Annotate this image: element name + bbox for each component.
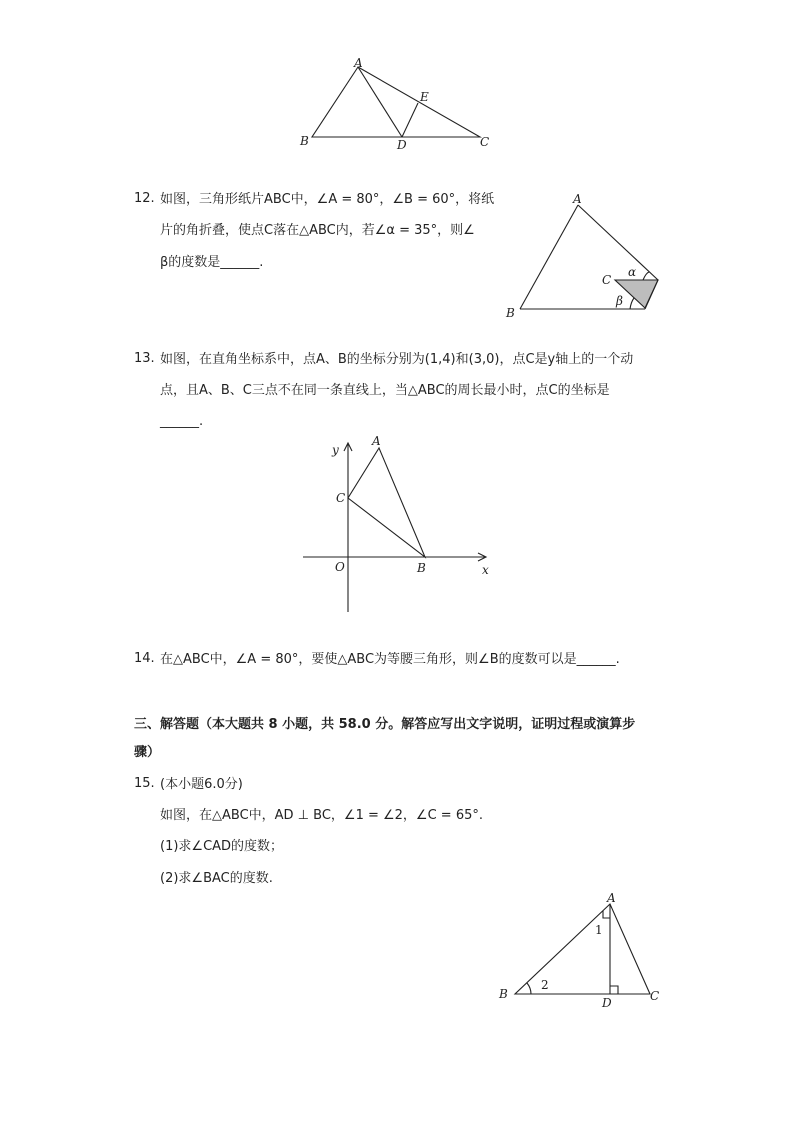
label-B: B [417, 561, 426, 575]
question-15-line-1: 如图，在△ABC中，AD ⊥ BC，∠1 = ∠2，∠C = 65°. [160, 808, 483, 823]
figure-right-triangle [495, 892, 670, 1012]
label-angle-1: 1 [595, 923, 603, 937]
figure-triangle-ade [290, 55, 510, 155]
label-beta: β [616, 294, 623, 308]
question-14-number: 14. [134, 651, 155, 666]
question-15-number: 15. [134, 776, 155, 791]
label-C: C [650, 989, 660, 1003]
triangle-abc [348, 448, 425, 557]
figure-coordinate-plane [295, 430, 495, 615]
question-12-line-1: 如图，三角形纸片ABC中，∠A = 80°，∠B = 60°，将纸 [160, 192, 495, 207]
label-A: A [573, 192, 582, 206]
label-x: x [482, 563, 489, 577]
label-C: C [480, 135, 490, 149]
question-13-number: 13. [134, 351, 155, 366]
label-y: y [332, 443, 339, 457]
label-B: B [506, 306, 515, 320]
question-12-line-3: β的度数是______. [160, 255, 264, 270]
question-15-sub-1: (1)求∠CAD的度数； [160, 839, 284, 854]
label-D: D [397, 138, 407, 152]
angle-alpha-arc [643, 272, 649, 280]
section-3-heading-line-2: 骤） [134, 745, 161, 760]
triangle-abc [515, 904, 650, 994]
angle-2-arc [527, 983, 531, 994]
label-A: A [607, 892, 616, 905]
segment-de [402, 103, 418, 137]
label-alpha: α [628, 265, 637, 279]
label-B: B [300, 134, 309, 148]
question-12-number: 12. [134, 191, 155, 206]
question-15-sub-2: (2)求∠BAC的度数. [160, 871, 273, 886]
right-angle-mark-a [603, 911, 610, 918]
section-3-heading-line-1: 三、解答题（本大题共 8 小题，共 58.0 分。解答应写出文字说明，证明过程或演算步 [134, 717, 636, 732]
question-13-line-3: ______. [160, 414, 204, 429]
side-ac [578, 205, 658, 280]
question-14-line-1: 在△ABC中，∠A = 80°，要使△ABC为等腰三角形，则∠B的度数可以是______. [160, 652, 620, 667]
question-13-line-1: 如图，在直角坐标系中，点A、B的坐标分别为(1,4)和(3,0)，点C是y轴上的一个动 [160, 352, 634, 367]
label-C: C [602, 273, 612, 287]
label-A: A [354, 56, 363, 70]
question-12-line-2: 片的角折叠，使点C落在△ABC内，若∠α = 35°，则∠ [160, 223, 475, 238]
segment-ad [358, 67, 402, 137]
right-angle-mark-d [610, 986, 618, 994]
side-ab [520, 205, 578, 309]
question-13-line-2: 点，且A、B、C三点不在同一条直线上，当△ABC的周长最小时，点C的坐标是 [160, 383, 610, 398]
label-C: C [336, 491, 346, 505]
label-D: D [602, 996, 612, 1010]
label-E: E [420, 90, 429, 104]
label-angle-2: 2 [541, 978, 549, 992]
label-A: A [372, 434, 381, 448]
label-O: O [335, 560, 345, 574]
question-15-points: (本小题6.0分) [160, 777, 243, 792]
figure-folded-triangle [500, 190, 670, 325]
angle-beta-arc [630, 298, 634, 309]
label-B: B [499, 987, 508, 1001]
